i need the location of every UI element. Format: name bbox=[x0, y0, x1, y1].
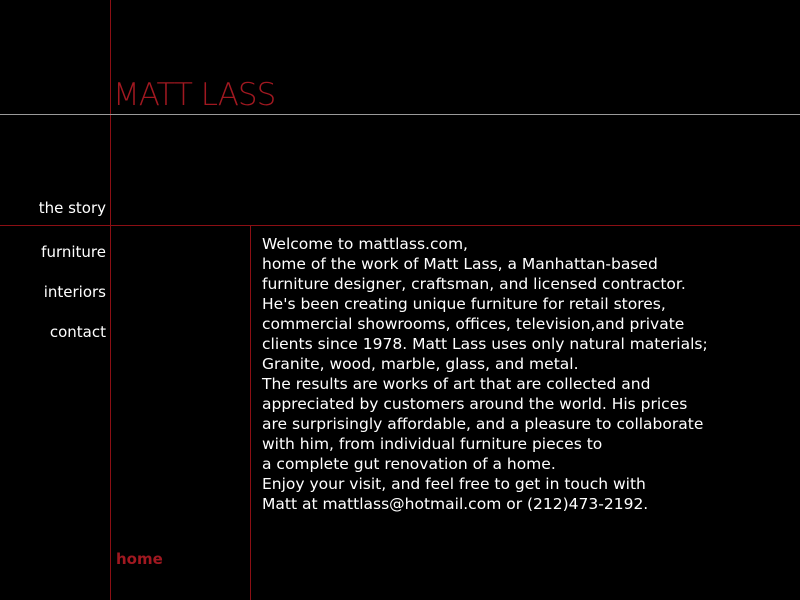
welcome-line: The results are works of art that are collected and bbox=[262, 375, 651, 393]
vertical-rule-left bbox=[110, 0, 111, 600]
welcome-line: Enjoy your visit, and feel free to get in touch with bbox=[262, 475, 646, 493]
welcome-text bbox=[262, 234, 792, 514]
vertical-rule-content bbox=[250, 226, 251, 600]
welcome-line: commercial showrooms, offices, television,and private bbox=[262, 315, 685, 333]
welcome-line: appreciated by customers around the world. His prices bbox=[262, 395, 688, 413]
nav-item-furniture[interactable]: furniture bbox=[41, 243, 106, 261]
welcome-line: Granite, wood, marble, glass, and metal. bbox=[262, 355, 579, 373]
nav-item-the-story[interactable]: the story bbox=[38, 199, 106, 217]
welcome-line: furniture designer, craftsman, and licensed contractor. bbox=[262, 275, 686, 293]
home-link[interactable]: home bbox=[116, 550, 163, 568]
welcome-line: are surprisingly affordable, and a pleasure to collaborate bbox=[262, 415, 704, 433]
welcome-line: He's been creating unique furniture for retail stores, bbox=[262, 295, 666, 313]
welcome-line: home of the work of Matt Lass, a Manhattan-based bbox=[262, 255, 658, 273]
nav-item-interiors[interactable]: interiors bbox=[43, 283, 106, 301]
welcome-line: Matt at mattlass@hotmail.com or (212)473-2192. bbox=[262, 495, 649, 513]
site-title: MATT LASS bbox=[113, 77, 276, 113]
nav-item-contact[interactable]: contact bbox=[49, 323, 106, 341]
welcome-line: Welcome to mattlass.com, bbox=[262, 235, 468, 253]
nav-divider bbox=[0, 225, 800, 226]
welcome-line: clients since 1978. Matt Lass uses only natural materials; bbox=[262, 335, 708, 353]
welcome-line: a complete gut renovation of a home. bbox=[262, 455, 556, 473]
welcome-line: with him, from individual furniture pieces to bbox=[262, 435, 603, 453]
header-divider bbox=[0, 114, 800, 115]
